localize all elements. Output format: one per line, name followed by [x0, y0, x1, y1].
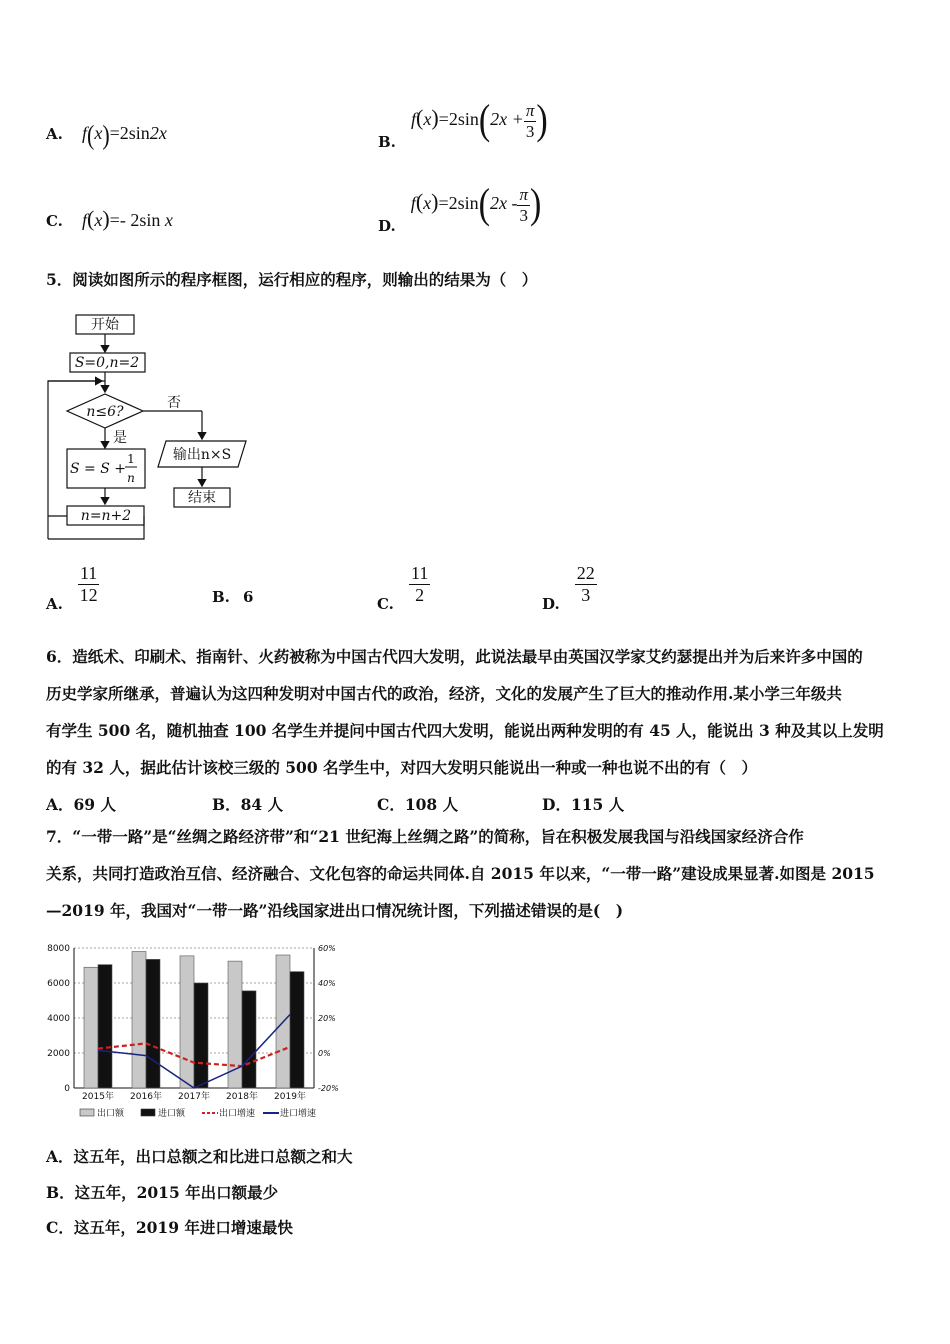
right-tick-label: 60%: [318, 944, 336, 953]
right-tick-label: 20%: [318, 1014, 336, 1023]
left-tick-label: 8000: [47, 944, 70, 954]
q5-option-d: D. $\frac{22}{3}$: [542, 563, 595, 613]
flow-step-text: S = S +: [70, 461, 126, 477]
q5-option-b: B. 6: [212, 588, 254, 606]
q7-line: 7．“一带一路”是“丝绸之路经济带”和“21 世纪海上丝绸之路”的简称，旨在积极发展我国与沿线国家经济合作: [46, 827, 804, 846]
q6-option-c: C．108 人: [377, 795, 459, 814]
flow-cond-text: n≤6?: [86, 404, 124, 420]
x-tick-label: 2018年: [226, 1092, 258, 1102]
q7-stem: [46, 818, 908, 929]
bar-进口额: [98, 965, 112, 1088]
flow-output-text: 输出n×S: [172, 447, 232, 463]
bar-进口额: [146, 959, 160, 1088]
left-tick-label: 2000: [47, 1049, 70, 1059]
x-tick-label: 2019年: [274, 1092, 306, 1102]
bar-出口额: [132, 952, 146, 1089]
q6-line: 有学生 500 名，随机抽查 100 名学生并提问中国古代四大发明，能说出两种发明的有 45 人，能说出 3 种及其以上发明: [46, 721, 884, 740]
bar-出口额: [84, 967, 98, 1088]
bar-进口额: [290, 972, 304, 1088]
legend-swatch: [141, 1109, 155, 1116]
left-tick-label: 0: [64, 1084, 70, 1094]
option-label: B.: [378, 133, 396, 152]
flow-start-text: 开始: [91, 317, 119, 333]
flow-step-den: n: [127, 471, 135, 485]
left-tick-label: 4000: [47, 1014, 70, 1024]
legend-label: 进口增速: [280, 1109, 317, 1119]
flow-yes-text: 是: [113, 430, 127, 446]
q6-stem: [46, 638, 908, 786]
left-tick-label: 6000: [47, 979, 70, 989]
q7-chart: [30, 938, 360, 1128]
x-tick-label: 2015年: [82, 1092, 114, 1102]
flow-end-text: 结束: [188, 490, 216, 506]
q6-line: 历史学家所继承，普遍认为这四种发明对中国古代的政治，经济，文化的发展产生了巨大的推动作用.某小学三年级共: [46, 684, 842, 703]
flow-step-num: 1: [127, 452, 135, 466]
q5-option-a: A. $\frac{11}{12}$: [46, 563, 98, 613]
q6-option-a: A．69 人: [46, 795, 116, 814]
q6-option-b: B．84 人: [212, 795, 284, 814]
legend-label: 出口额: [97, 1109, 125, 1119]
q4-option-d: D. f(x)=2sin(2x - $\frac{\pi}{3}$ ): [378, 181, 542, 236]
q6-line: 的有 32 人，据此估计该校三级的 500 名学生中，对四大发明只能说出一种或一种也说不出的有（ ）: [46, 758, 758, 777]
legend-swatch: [80, 1109, 94, 1116]
q7-option-c: C．这五年，2019 年进口增速最快: [46, 1218, 293, 1237]
q5-flowchart: [40, 310, 255, 542]
q4-option-b: B. f(x)=2sin(2x + $\frac{\pi}{3}$ ): [378, 97, 548, 152]
q4-option-c: C. f(x)=- 2sin x: [46, 206, 173, 231]
option-label: C.: [46, 212, 63, 230]
legend-label: 出口增速: [219, 1109, 256, 1119]
x-tick-label: 2017年: [178, 1092, 210, 1102]
right-tick-label: 0%: [318, 1049, 331, 1058]
q7-option-a: A．这五年，出口总额之和比进口总额之和大: [46, 1147, 353, 1166]
q7-line: 关系，共同打造政治互信、经济融合、文化包容的命运共同体.自 2015 年以来，“一带一路”建设成果显著.如图是 2015: [46, 864, 875, 883]
q6-line: 6．造纸术、印刷术、指南针、火药被称为中国古代四大发明，此说法最早由英国汉学家艾约瑟提出并为后来许多中国的: [46, 647, 863, 666]
legend-label: 进口额: [158, 1109, 186, 1119]
right-tick-label: -20%: [318, 1084, 339, 1093]
q7-line: —2019 年，我国对“一带一路”沿线国家进出口情况统计图，下列描述错误的是( ): [46, 901, 624, 920]
flow-incr-text: n=n+2: [80, 508, 132, 524]
option-label: A.: [46, 125, 63, 144]
bar-出口额: [180, 956, 194, 1088]
q4-option-a: A. f(x)=2sin2x: [46, 118, 167, 150]
q7-option-b: B．这五年，2015 年出口额最少: [46, 1183, 279, 1202]
option-label: D.: [378, 217, 396, 236]
flow-no-text: 否: [167, 395, 181, 411]
right-tick-label: 40%: [318, 979, 336, 988]
q5-option-c: C. $\frac{11}{2}$: [377, 563, 429, 613]
bar-进口额: [194, 983, 208, 1088]
q5-stem: 5．阅读如图所示的程序框图，运行相应的程序，则输出的结果为（ ）: [46, 270, 538, 289]
q6-option-d: D．115 人: [542, 795, 625, 814]
flow-init-text: S=0,n=2: [74, 355, 140, 371]
x-tick-label: 2016年: [130, 1092, 162, 1102]
bar-进口额: [242, 991, 256, 1088]
